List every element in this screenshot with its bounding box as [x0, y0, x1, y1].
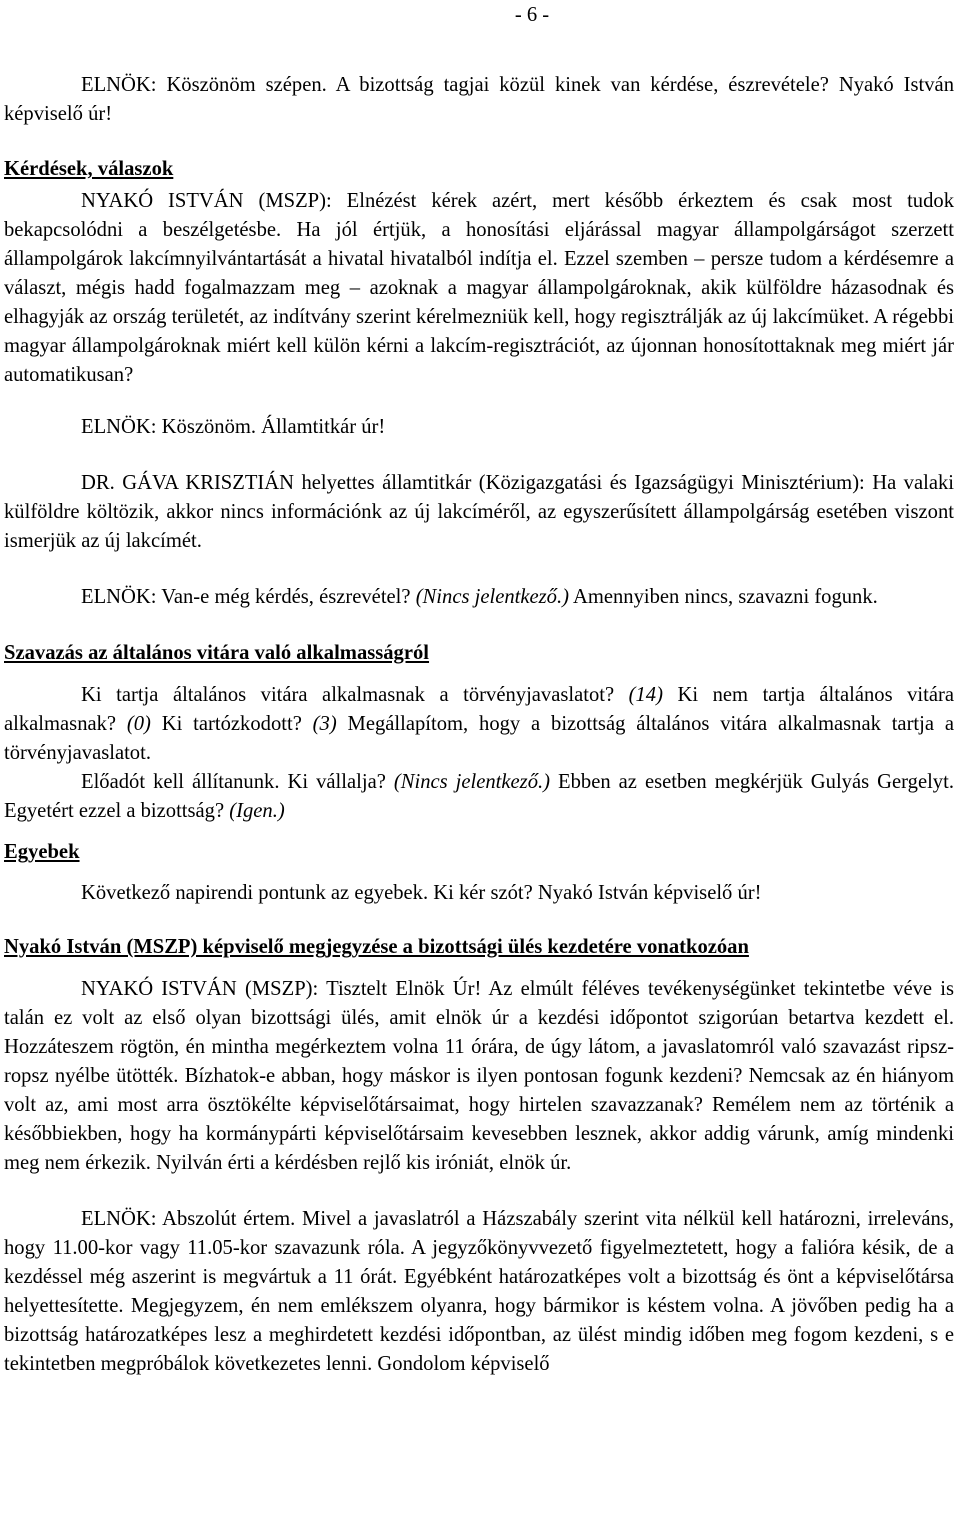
- paragraph-chair-thanks: ELNÖK: Köszönöm. Államtitkár úr!: [81, 416, 386, 438]
- paragraph-nyako-question: NYAKÓ ISTVÁN (MSZP): Elnézést kérek azért, mert később érkeztem és csak most tudok bekapcsolódni a beszélgetésbe. Ha jól értjük, a honosítási eljárással magyar állampolgárságot szerzett állampolgárok lakcímnyilvántartását a hivatal hivatalból indítja el. Ezzel szemben – persze tudom a kérdésemre a választ, mégis hadd fogalmazzam meg – azoknak a magyar állampolgároknak, akik külföldre házasodnak és elhagyják az ország területét, az indítvány szerint kérelmezniük kell, hogy regisztrálják az új lakcímüket. A régebbi magyar állampolgároknak miért kell külön kérni a lakcím-regisztrációt, az újonnan honosítottaknak meg miért jár automatikusan?: [4, 190, 954, 386]
- text-span: ELNÖK: Van-e még kérdés, észrevétel?: [81, 586, 416, 608]
- text-span: Előadót kell állítanunk. Ki vállalja?: [81, 771, 394, 793]
- paragraph-chair-question: ELNÖK: Köszönöm szépen. A bizottság tagjai közül kinek van kérdése, észrevétele? Nyakó István képviselő úr!: [4, 74, 954, 125]
- paragraph-vote-result: [4, 681, 954, 768]
- paragraph-chair-response: ELNÖK: Abszolút értem. Mivel a javaslatról a Házszabály szerint vita nélkül kell határozni, irreleváns, hogy 11.00-kor vagy 11.05-kor szavazunk róla. A jegyzőkönyvvezető figyelmeztetett, hogy a falióra késik, de a kezdéssel még aszerint is megvártuk a 11 órát. Egyébként határozatképes volt a bizottság és önt a képviselőtársa helyettesítette. Megjegyzem, én nem emlékszem olyanra, hogy bármikor is késtem volna. A jövőben pedig ha a bizottság határozatképes lesz a meghirdetett kezdési időpontban, az ülést mindig időben meg fogom kezdeni, s e tekintetben megpróbálok következetes lenni. Gondolom képviselő: [4, 1208, 954, 1375]
- italic-note: (Nincs jelentkező.): [415, 586, 569, 608]
- vote-count-no: (0): [126, 713, 151, 735]
- text-span: Ebben az esetben megkérjük Gulyás Gergelyt. Egyetért ezzel a bizottság?: [4, 771, 954, 822]
- italic-note: (Nincs jelentkező.): [393, 771, 550, 793]
- section-heading-other: Egyebek: [4, 841, 80, 863]
- text-span: Megállapítom, hogy a bizottság általános vitára alkalmasnak tartja a törvényjavaslatot.: [4, 713, 954, 764]
- vote-count-abstain: (3): [312, 713, 337, 735]
- paragraph-nyako-remark: NYAKÓ ISTVÁN (MSZP): Tisztelt Elnök Úr! Az elmúlt féléves tevékenységünket tekintetbe véve is talán ez volt az első olyan bizottsági ülés, amit elnök úr a kezdési időpontot szigorúan betartva kezdett el. Hozzáteszem rögtön, én mintha megérkeztem volna 11 órára, de úgy látom, a javaslatomról való szavazást ripsz-ropsz nyélbe ütötték. Bízhatok-e abban, hogy máskor is ilyen pontosan fogunk kezdeni? Nemcsak az én hiányom volt az, ami most arra ösztökélte képviselőtársaimat, hogy hirtelen szavazzanak? Remélem nem az történik a későbbiekben, hogy ha kormánypárti képviselőtársaim kevesebben lesznek, akkor addig várunk, amíg mindenki meg nem érkezik. Nyilván érti a kérdésben rejlő kis iróniát, elnök úr.: [4, 978, 954, 1174]
- paragraph-gava-answer: DR. GÁVA KRISZTIÁN helyettes államtitkár (Közigazgatási és Igazságügyi Minisztérium): Ha valaki külföldre költözik, akkor nincs információnk az új lakcíméről, az egyszerűsített állampolgárság esetében viszont ismerjük az új lakcímét.: [4, 472, 954, 552]
- text-span: Ki tartja általános vitára alkalmasnak a törvényjavaslatot?: [81, 684, 629, 706]
- italic-note: (Igen.): [229, 800, 285, 822]
- paragraph-chair-vote-call: [4, 583, 954, 612]
- section-heading-nyako-remark: Nyakó István (MSZP) képviselő megjegyzése a bizottsági ülés kezdetére vonatkozóan: [4, 936, 749, 958]
- paragraph-next-agenda: Következő napirendi pontunk az egyebek. Ki kér szót? Nyakó István képviselő úr!: [81, 882, 762, 904]
- text-span: Amennyiben nincs, szavazni fogunk.: [568, 586, 878, 608]
- vote-count-yes: (14): [628, 684, 663, 706]
- paragraph-rapporteur: [4, 768, 954, 826]
- text-span: Ki nem tartja általános vitára alkalmasnak?: [4, 684, 954, 735]
- text-span: Ki tartózkodott?: [150, 713, 313, 735]
- page-number: - 6 -: [514, 4, 550, 26]
- section-heading-vote: Szavazás az általános vitára való alkalmasságról: [4, 642, 430, 664]
- section-heading-questions: Kérdések, válaszok: [4, 158, 174, 180]
- document-body: [4, 71, 954, 1379]
